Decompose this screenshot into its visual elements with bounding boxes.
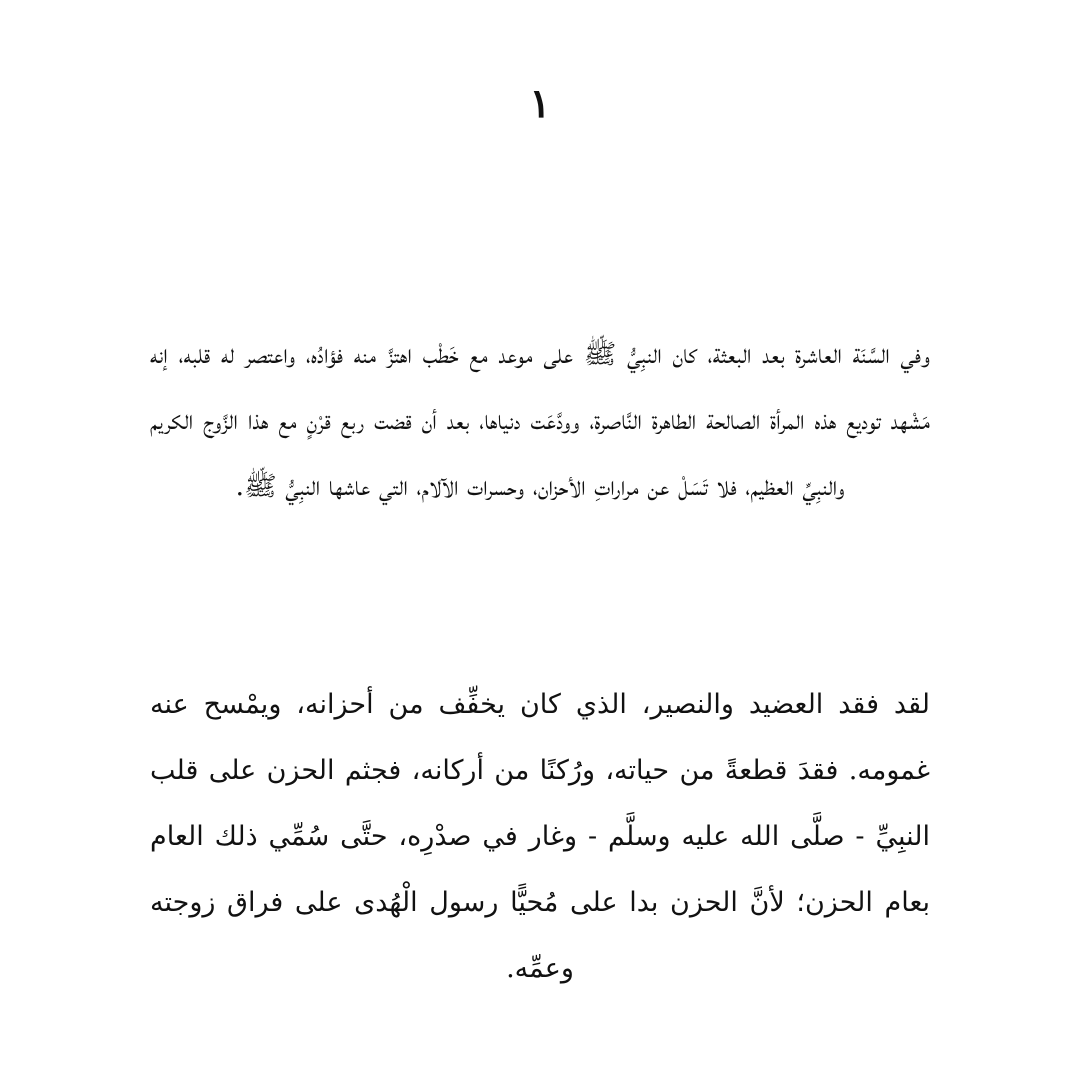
paragraph-1: وفي السَّنَة العاشرة بعد البعثة، كان النبِيُّ ﷺ على موعد مع خَطْب اهتزَّ منه فؤادُه، واعتصر له قلبه، إنه مَشْهد توديع هذه المرأة الصالحة الطاهرة النَّاصرة، وودَّعَت دنياها، بعد أن قضت ربع قرْنٍ مع هذا الزَّوج الكريم والنبِيِّ العظيم، فلا تَسَلْ عن مراراتِ الأحزان، وحسرات الآلام، التي عاشها النبِيُّ ﷺ. bbox=[150, 339, 930, 502]
page-number: ١ bbox=[529, 80, 551, 127]
paragraph-2: لقد فقد العضيد والنصير، الذي كان يخفِّف من أحزانه، ويمْسح عنه غمومه. فقدَ قطعةً من حياته، ورُكنًا من أركانه، فجثم الحزن على قلب النبِيِّ - صلَّى الله عليه وسلَّم - وغار في صدْرِه، حتَّى سُمِّي ذلك العام بعام الحزن؛ لأنَّ الحزن بدا على مُحيًّا رسول الْهُدى على فراق زوجته وعمِّه. bbox=[150, 689, 930, 984]
